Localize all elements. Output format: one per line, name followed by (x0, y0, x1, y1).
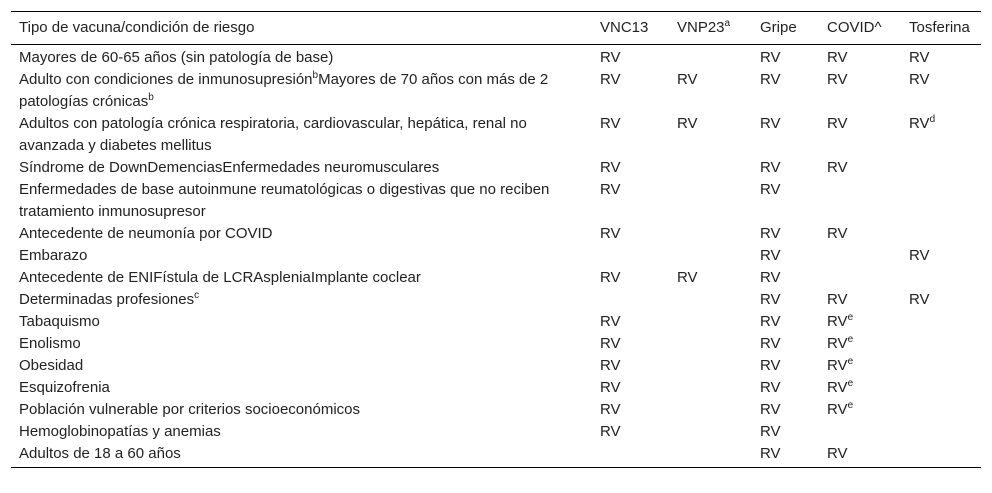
recommendation-cell-vnp23 (669, 311, 752, 333)
recommendation-cell-gripe (752, 69, 819, 113)
condition-cell (11, 157, 592, 179)
cell-text: RV (600, 401, 621, 418)
column-header-label: Tosferina (909, 19, 970, 36)
recommendation-cell-vnp23 (669, 113, 752, 157)
recommendation-cell-covid (819, 399, 901, 421)
cell-text: RV (600, 71, 621, 88)
condition-cell (11, 113, 592, 157)
recommendation-cell-covid (819, 157, 901, 179)
cell-text: RV (827, 49, 848, 66)
recommendation-cell-gripe (752, 267, 819, 289)
column-header-gripe (752, 12, 819, 45)
recommendation-cell-vnp23 (669, 179, 752, 223)
footnote-marker: e (847, 334, 854, 345)
recommendation-cell-tosferina (901, 223, 981, 245)
recommendation-cell-tosferina (901, 355, 981, 377)
recommendation-cell-tosferina (901, 113, 981, 157)
footnote-marker: e (847, 378, 854, 389)
recommendation-cell-covid (819, 421, 901, 443)
cell-text: Enolismo (19, 335, 81, 352)
cell-text: RV (827, 313, 848, 330)
recommendation-cell-gripe (752, 179, 819, 223)
cell-text: RV (600, 159, 621, 176)
cell-text: RV (600, 225, 621, 242)
cell-text: RV (760, 291, 781, 308)
recommendation-cell-vnc13 (592, 179, 669, 223)
recommendation-cell-gripe (752, 245, 819, 267)
cell-text: Obesidad (19, 357, 84, 374)
header-row (11, 12, 981, 45)
cell-text: RV (600, 423, 621, 440)
column-header-label: VNC13 (600, 19, 649, 36)
recommendation-cell-covid (819, 223, 901, 245)
table-row (11, 223, 981, 245)
cell-text: Adulto con condiciones de inmunosupresión (19, 71, 313, 88)
table-row (11, 69, 981, 113)
column-header-tosferina (901, 12, 981, 45)
column-header-label: Tipo de vacuna/condición de riesgo (19, 19, 255, 36)
recommendation-cell-covid (819, 45, 901, 70)
recommendation-cell-vnp23 (669, 69, 752, 113)
footnote-marker: b (148, 92, 154, 103)
table-row (11, 157, 981, 179)
column-header-condition (11, 12, 592, 45)
cell-text: RV (600, 313, 621, 330)
table-row (11, 289, 981, 311)
recommendation-cell-vnc13 (592, 289, 669, 311)
recommendation-cell-covid (819, 245, 901, 267)
cell-text: RV (909, 49, 930, 66)
recommendation-cell-covid (819, 311, 901, 333)
cell-text: RV (760, 357, 781, 374)
cell-text: Antecedente de ENIFístula de LCRAspleniaImplante coclear (19, 269, 421, 286)
table-row (11, 245, 981, 267)
recommendation-cell-vnc13 (592, 245, 669, 267)
recommendation-cell-gripe (752, 311, 819, 333)
cell-text: Determinadas profesiones (19, 291, 195, 308)
cell-text: RV (760, 181, 781, 198)
table-row (11, 421, 981, 443)
column-header-covid (819, 12, 901, 45)
condition-cell (11, 289, 592, 311)
recommendation-cell-vnc13 (592, 355, 669, 377)
table-row (11, 311, 981, 333)
recommendation-cell-gripe (752, 289, 819, 311)
recommendation-cell-gripe (752, 45, 819, 70)
table-row (11, 45, 981, 70)
cell-text: RV (600, 181, 621, 198)
condition-cell (11, 355, 592, 377)
recommendation-cell-covid (819, 289, 901, 311)
condition-cell (11, 179, 592, 223)
recommendation-cell-tosferina (901, 399, 981, 421)
vaccine-recommendation-table (11, 11, 981, 468)
cell-text: RV (760, 445, 781, 462)
table-row (11, 333, 981, 355)
column-header-label: VNP23 (677, 19, 725, 36)
cell-text: RV (600, 357, 621, 374)
condition-cell (11, 245, 592, 267)
recommendation-cell-tosferina (901, 421, 981, 443)
cell-text: Tabaquismo (19, 313, 100, 330)
cell-text: Mayores de 70 años con más de 2 patologías crónicas (19, 71, 549, 110)
recommendation-cell-vnc13 (592, 311, 669, 333)
recommendation-cell-covid (819, 69, 901, 113)
column-header-vnp23 (669, 12, 752, 45)
cell-text: RV (827, 445, 848, 462)
footnote-marker: d (929, 114, 936, 125)
cell-text: RV (760, 49, 781, 66)
recommendation-cell-tosferina (901, 377, 981, 399)
recommendation-cell-gripe (752, 157, 819, 179)
recommendation-cell-gripe (752, 421, 819, 443)
cell-text: RV (760, 379, 781, 396)
cell-text: Síndrome de DownDemenciasEnfermedades neuromusculares (19, 159, 440, 176)
cell-text: Hemoglobinopatías y anemias (19, 423, 221, 440)
recommendation-cell-vnp23 (669, 157, 752, 179)
cell-text: RV (827, 71, 848, 88)
recommendation-cell-covid (819, 443, 901, 468)
recommendation-cell-tosferina (901, 311, 981, 333)
cell-text: Embarazo (19, 247, 88, 264)
cell-text: Población vulnerable por criterios socioeconómicos (19, 401, 361, 418)
footnote-marker: e (847, 400, 854, 411)
recommendation-cell-vnc13 (592, 267, 669, 289)
cell-text: Mayores de 60-65 años (sin patología de base) (19, 49, 334, 66)
recommendation-cell-covid (819, 333, 901, 355)
cell-text: RV (827, 225, 848, 242)
cell-text: RV (600, 335, 621, 352)
cell-text: RV (909, 71, 930, 88)
recommendation-cell-vnc13 (592, 223, 669, 245)
recommendation-cell-covid (819, 377, 901, 399)
recommendation-cell-covid (819, 355, 901, 377)
cell-text: Adultos con patología crónica respiratoria, cardiovascular, hepática, renal no avanzada y diabetes mellitus (19, 115, 527, 154)
recommendation-cell-covid (819, 179, 901, 223)
footnote-marker: a (724, 18, 731, 29)
recommendation-cell-vnc13 (592, 333, 669, 355)
table-body (11, 45, 981, 468)
cell-text: RV (760, 269, 781, 286)
table-row (11, 377, 981, 399)
recommendation-cell-vnc13 (592, 157, 669, 179)
recommendation-cell-tosferina (901, 157, 981, 179)
cell-text: RV (600, 49, 621, 66)
cell-text: RV (760, 247, 781, 264)
table-row (11, 355, 981, 377)
recommendation-cell-vnc13 (592, 421, 669, 443)
cell-text: RV (827, 159, 848, 176)
recommendation-cell-tosferina (901, 45, 981, 70)
footnote-marker: b (312, 70, 319, 81)
table-row (11, 179, 981, 223)
recommendation-cell-vnp23 (669, 421, 752, 443)
vaccine-table-container (11, 11, 981, 468)
condition-cell (11, 421, 592, 443)
recommendation-cell-vnp23 (669, 355, 752, 377)
condition-cell (11, 443, 592, 468)
cell-text: RV (760, 313, 781, 330)
recommendation-cell-tosferina (901, 179, 981, 223)
condition-cell (11, 45, 592, 70)
recommendation-cell-vnc13 (592, 113, 669, 157)
recommendation-cell-tosferina (901, 267, 981, 289)
condition-cell (11, 69, 592, 113)
condition-cell (11, 399, 592, 421)
recommendation-cell-covid (819, 267, 901, 289)
recommendation-cell-covid (819, 113, 901, 157)
cell-text: RV (600, 115, 621, 132)
recommendation-cell-tosferina (901, 289, 981, 311)
cell-text: RV (677, 115, 698, 132)
recommendation-cell-vnp23 (669, 45, 752, 70)
recommendation-cell-tosferina (901, 69, 981, 113)
condition-cell (11, 311, 592, 333)
column-header-label: COVID^ (827, 19, 882, 36)
cell-text: RV (677, 71, 698, 88)
column-header-vnc13 (592, 12, 669, 45)
cell-text: RV (760, 423, 781, 440)
recommendation-cell-vnc13 (592, 377, 669, 399)
recommendation-cell-vnp23 (669, 377, 752, 399)
recommendation-cell-vnp23 (669, 333, 752, 355)
recommendation-cell-tosferina (901, 333, 981, 355)
recommendation-cell-vnp23 (669, 399, 752, 421)
table-row (11, 267, 981, 289)
cell-text: RV (827, 401, 848, 418)
footnote-marker: e (847, 356, 854, 367)
cell-text: Antecedente de neumonía por COVID (19, 225, 273, 242)
recommendation-cell-vnp23 (669, 245, 752, 267)
cell-text: RV (827, 291, 848, 308)
footnote-marker: c (194, 290, 200, 301)
recommendation-cell-gripe (752, 333, 819, 355)
cell-text: RV (760, 71, 781, 88)
recommendation-cell-vnc13 (592, 443, 669, 468)
cell-text: Enfermedades de base autoinmune reumatológicas o digestivas que no reciben tratamiento inmunosupresor (19, 181, 550, 220)
recommendation-cell-gripe (752, 355, 819, 377)
cell-text: RV (600, 379, 621, 396)
cell-text: Adultos de 18 a 60 años (19, 445, 181, 462)
recommendation-cell-vnc13 (592, 45, 669, 70)
footnote-marker: e (847, 312, 854, 323)
condition-cell (11, 267, 592, 289)
table-row (11, 399, 981, 421)
table-row (11, 443, 981, 468)
cell-text: RV (760, 335, 781, 352)
cell-text: RV (677, 269, 698, 286)
cell-text: RV (909, 115, 930, 132)
recommendation-cell-vnp23 (669, 267, 752, 289)
recommendation-cell-gripe (752, 223, 819, 245)
cell-text: RV (909, 247, 930, 264)
cell-text: RV (600, 269, 621, 286)
cell-text: RV (827, 115, 848, 132)
condition-cell (11, 223, 592, 245)
cell-text: RV (760, 225, 781, 242)
cell-text: RV (760, 401, 781, 418)
recommendation-cell-vnp23 (669, 223, 752, 245)
cell-text: RV (827, 357, 848, 374)
cell-text: RV (827, 335, 848, 352)
recommendation-cell-vnc13 (592, 69, 669, 113)
recommendation-cell-tosferina (901, 245, 981, 267)
condition-cell (11, 377, 592, 399)
recommendation-cell-gripe (752, 377, 819, 399)
recommendation-cell-gripe (752, 113, 819, 157)
recommendation-cell-vnp23 (669, 289, 752, 311)
cell-text: Esquizofrenia (19, 379, 110, 396)
cell-text: RV (760, 115, 781, 132)
recommendation-cell-gripe (752, 443, 819, 468)
recommendation-cell-gripe (752, 399, 819, 421)
table-row (11, 113, 981, 157)
column-header-label: Gripe (760, 19, 797, 36)
cell-text: RV (827, 379, 848, 396)
cell-text: RV (909, 291, 930, 308)
cell-text: RV (760, 159, 781, 176)
recommendation-cell-vnp23 (669, 443, 752, 468)
recommendation-cell-vnc13 (592, 399, 669, 421)
table-header (11, 12, 981, 45)
condition-cell (11, 333, 592, 355)
recommendation-cell-tosferina (901, 443, 981, 468)
